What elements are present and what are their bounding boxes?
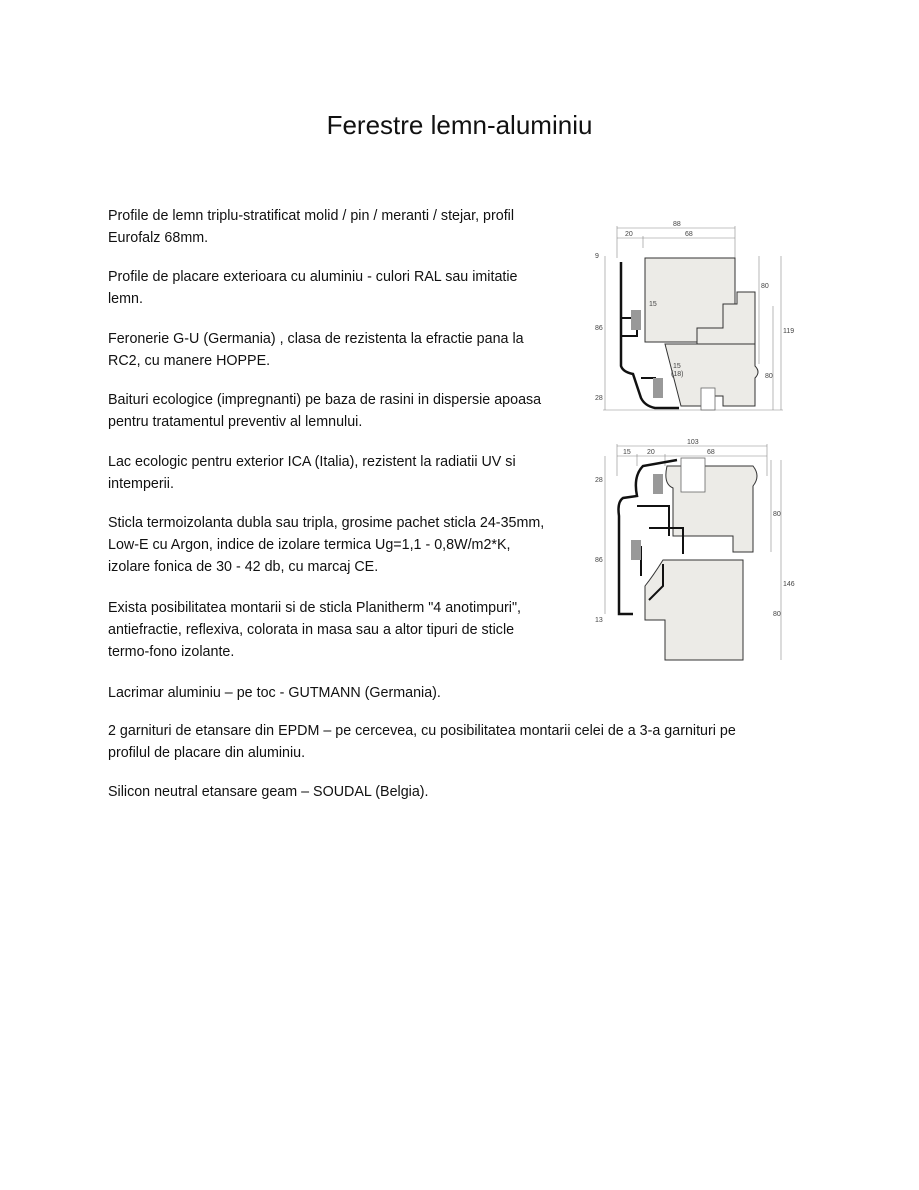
paragraph-line: Lacrimar aluminiu – pe toc - GUTMANN (Germania). [108, 685, 441, 701]
dim-label: 80 [773, 511, 781, 518]
paragraph-line: Exista posibilitatea montarii si de sticla Planitherm "4 anotimpuri", [108, 600, 522, 616]
paragraph [108, 266, 518, 310]
dim-label: (18) [671, 371, 684, 378]
paragraph [108, 451, 516, 495]
dim-label: 103 [687, 439, 699, 446]
paragraph [108, 781, 429, 803]
dim-label: 68 [707, 449, 715, 456]
paragraph-line: Silicon neutral etansare geam – SOUDAL (Belgia). [108, 784, 429, 800]
dim-label: 80 [761, 283, 769, 290]
paragraph-line: Eurofalz 68mm. [108, 230, 209, 246]
page-title: Ferestre lemn-aluminiu [326, 110, 593, 140]
paragraph [108, 597, 521, 663]
paragraph-line: Low-E cu Argon, indice de izolare termica Ug=1,1 - 0,8W/m2*K, [108, 537, 511, 553]
paragraph-line: Lac ecologic pentru exterior ICA (Italia), rezistent la radiatii UV si [108, 454, 516, 470]
dim-label: 9 [595, 253, 599, 260]
paragraph-line: Baituri ecologice (impregnanti) pe baza de rasini in dispersie apoasa [108, 392, 542, 408]
dim-label: 20 [647, 449, 655, 456]
paragraph-line: intemperii. [108, 476, 174, 492]
paragraph-line: RC2, cu manere HOPPE. [108, 353, 271, 369]
dim-label: 80 [765, 373, 773, 380]
paragraph [108, 512, 544, 578]
paragraph-line: izolare fonica de 30 - 42 db, cu marcaj CE. [108, 559, 379, 575]
paragraph-line: 2 garnituri de etansare din EPDM – pe cercevea, cu posibilitatea montarii celei de a 3-a garnituri pe [108, 723, 736, 739]
dim-label: 80 [773, 611, 781, 618]
paragraph-line: Feronerie G-U (Germania) , clasa de rezistenta la efractie pana la [108, 331, 524, 347]
dim-label: 13 [595, 617, 603, 624]
paragraph [108, 205, 514, 249]
dim-label: 20 [625, 231, 633, 238]
paragraph-line: antiefractie, reflexiva, colorata in masa sau a altor tipuri de sticle [108, 622, 515, 638]
dim-label: 68 [685, 231, 693, 238]
dim-label: 28 [595, 477, 603, 484]
dim-label: 146 [783, 581, 795, 588]
paragraph-line: profilul de placare din aluminiu. [108, 745, 306, 761]
dim-label: 86 [595, 325, 603, 332]
dim-label: 15 [649, 301, 657, 308]
paragraph [108, 720, 736, 764]
dim-label: 88 [673, 221, 681, 228]
dim-label: 15 [673, 363, 681, 370]
dim-label: 86 [595, 557, 603, 564]
paragraph [108, 389, 541, 433]
dim-label: 119 [783, 328, 795, 335]
paragraph-line: Profile de placare exterioara cu aluminiu - culori RAL sau imitatie [108, 269, 518, 285]
dim-label: 28 [595, 395, 603, 402]
paragraph-line: Sticla termoizolanta dubla sau tripla, grosime pachet sticla 24-35mm, [108, 515, 545, 531]
paragraph-line: pentru tratamentul preventiv al lemnului. [108, 414, 363, 430]
paragraph-line: Profile de lemn triplu-stratificat molid / pin / meranti / stejar, profil [108, 208, 515, 224]
window-profile-diagram-bottom [593, 436, 793, 666]
paragraph-line: termo-fono izolante. [108, 644, 235, 660]
paragraph [108, 682, 441, 704]
window-profile-diagram-top [593, 218, 793, 418]
dim-label: 15 [623, 449, 631, 456]
paragraph-line: lemn. [108, 291, 143, 307]
paragraph [108, 328, 524, 372]
